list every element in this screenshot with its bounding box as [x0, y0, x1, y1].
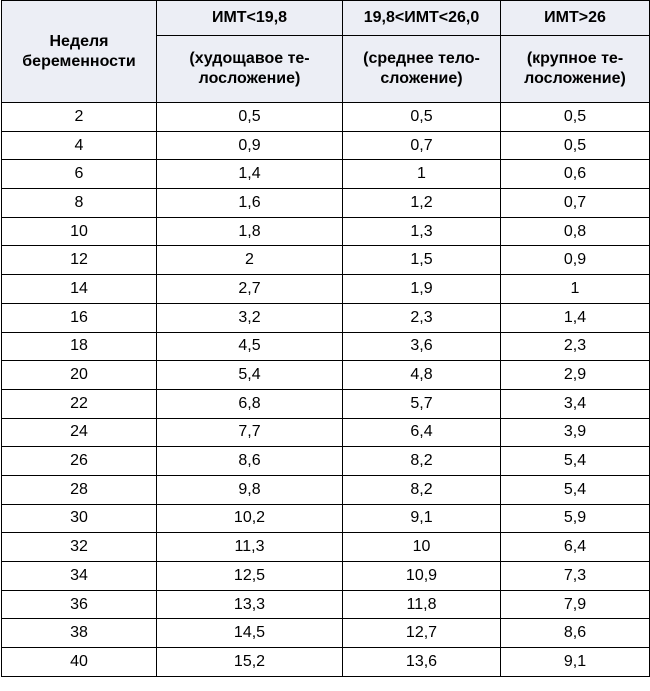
gain-cell: 7,9	[501, 590, 650, 619]
week-cell: 10	[2, 217, 157, 246]
table-row	[2, 361, 650, 390]
gain-cell: 10,2	[157, 504, 343, 533]
table-row	[2, 332, 650, 361]
header-col-3-subtitle	[501, 36, 650, 103]
gain-cell: 0,6	[501, 160, 650, 189]
week-cell: 30	[2, 504, 157, 533]
gain-cell: 1,4	[501, 303, 650, 332]
header-col-2-title: 19,8<ИМТ<26,0	[343, 1, 501, 36]
header-col-2-subtitle	[343, 36, 501, 103]
gain-cell: 5,7	[343, 389, 501, 418]
gain-cell: 10,9	[343, 562, 501, 591]
gain-cell: 12,7	[343, 619, 501, 648]
gain-cell: 3,4	[501, 389, 650, 418]
gain-cell: 8,2	[343, 447, 501, 476]
gain-cell: 5,4	[157, 361, 343, 390]
week-cell: 24	[2, 418, 157, 447]
gain-cell: 1,6	[157, 189, 343, 218]
week-cell: 18	[2, 332, 157, 361]
week-cell: 6	[2, 160, 157, 189]
week-cell: 22	[2, 389, 157, 418]
gain-cell: 5,4	[501, 475, 650, 504]
gain-cell: 0,5	[157, 103, 343, 132]
table-row	[2, 189, 650, 218]
gain-cell: 9,1	[501, 648, 650, 677]
week-cell: 12	[2, 246, 157, 275]
header-col-3-title: ИМТ>26	[501, 1, 650, 36]
gain-cell: 8,6	[157, 447, 343, 476]
table-row	[2, 590, 650, 619]
gain-cell: 3,2	[157, 303, 343, 332]
header-col-3-subtitle-text: (крупное те- лосложение)	[524, 50, 626, 87]
week-cell: 28	[2, 475, 157, 504]
table-row	[2, 217, 650, 246]
gain-cell: 7,7	[157, 418, 343, 447]
gain-cell: 8,6	[501, 619, 650, 648]
week-cell: 20	[2, 361, 157, 390]
table-row	[2, 389, 650, 418]
gain-cell: 5,9	[501, 504, 650, 533]
week-cell: 32	[2, 533, 157, 562]
table-body	[2, 103, 650, 677]
table-row	[2, 648, 650, 677]
table-row	[2, 562, 650, 591]
table-row	[2, 303, 650, 332]
gain-cell: 2,7	[157, 275, 343, 304]
header-col-2-subtitle-text: (среднее тело- сложение)	[363, 50, 480, 87]
gain-cell: 6,8	[157, 389, 343, 418]
week-cell: 34	[2, 562, 157, 591]
gain-cell: 1	[501, 275, 650, 304]
gain-cell: 2,9	[501, 361, 650, 390]
gain-cell: 11,8	[343, 590, 501, 619]
header-col-1-subtitle-text: (худощавое те- лосложение)	[189, 50, 310, 87]
weight-gain-table	[1, 0, 650, 677]
gain-cell: 9,1	[343, 504, 501, 533]
table-row	[2, 447, 650, 476]
week-cell: 26	[2, 447, 157, 476]
table-row	[2, 418, 650, 447]
gain-cell: 3,9	[501, 418, 650, 447]
gain-cell: 6,4	[501, 533, 650, 562]
gain-cell: 1,3	[343, 217, 501, 246]
header-col-1-subtitle	[157, 36, 343, 103]
gain-cell: 1,5	[343, 246, 501, 275]
table-row	[2, 246, 650, 275]
week-cell: 16	[2, 303, 157, 332]
table-row	[2, 103, 650, 132]
table-header	[2, 1, 650, 103]
gain-cell: 0,9	[501, 246, 650, 275]
gain-cell: 8,2	[343, 475, 501, 504]
gain-cell: 1,4	[157, 160, 343, 189]
gain-cell: 0,5	[343, 103, 501, 132]
gain-cell: 2,3	[501, 332, 650, 361]
gain-cell: 13,6	[343, 648, 501, 677]
gain-cell: 13,3	[157, 590, 343, 619]
week-cell: 38	[2, 619, 157, 648]
table-row	[2, 504, 650, 533]
table-row	[2, 533, 650, 562]
gain-cell: 2	[157, 246, 343, 275]
week-cell: 8	[2, 189, 157, 218]
gain-cell: 4,5	[157, 332, 343, 361]
gain-cell: 11,3	[157, 533, 343, 562]
week-cell: 14	[2, 275, 157, 304]
header-col-1-title: ИМТ<19,8	[157, 1, 343, 36]
week-cell: 40	[2, 648, 157, 677]
gain-cell: 12,5	[157, 562, 343, 591]
gain-cell: 0,5	[501, 103, 650, 132]
gain-cell: 0,7	[343, 131, 501, 160]
table-row	[2, 160, 650, 189]
header-week-label: Неделя беременности	[22, 32, 136, 70]
gain-cell: 0,9	[157, 131, 343, 160]
gain-cell: 1	[343, 160, 501, 189]
gain-cell: 3,6	[343, 332, 501, 361]
gain-cell: 15,2	[157, 648, 343, 677]
gain-cell: 1,8	[157, 217, 343, 246]
week-cell: 4	[2, 131, 157, 160]
gain-cell: 2,3	[343, 303, 501, 332]
gain-cell: 14,5	[157, 619, 343, 648]
table-row	[2, 131, 650, 160]
header-week	[2, 1, 157, 103]
gain-cell: 10	[343, 533, 501, 562]
gain-cell: 0,8	[501, 217, 650, 246]
week-cell: 2	[2, 103, 157, 132]
table-row	[2, 619, 650, 648]
table-row	[2, 275, 650, 304]
gain-cell: 1,2	[343, 189, 501, 218]
gain-cell: 1,9	[343, 275, 501, 304]
week-cell: 36	[2, 590, 157, 619]
gain-cell: 9,8	[157, 475, 343, 504]
gain-cell: 4,8	[343, 361, 501, 390]
gain-cell: 0,5	[501, 131, 650, 160]
gain-cell: 7,3	[501, 562, 650, 591]
table-row	[2, 475, 650, 504]
gain-cell: 0,7	[501, 189, 650, 218]
gain-cell: 5,4	[501, 447, 650, 476]
gain-cell: 6,4	[343, 418, 501, 447]
